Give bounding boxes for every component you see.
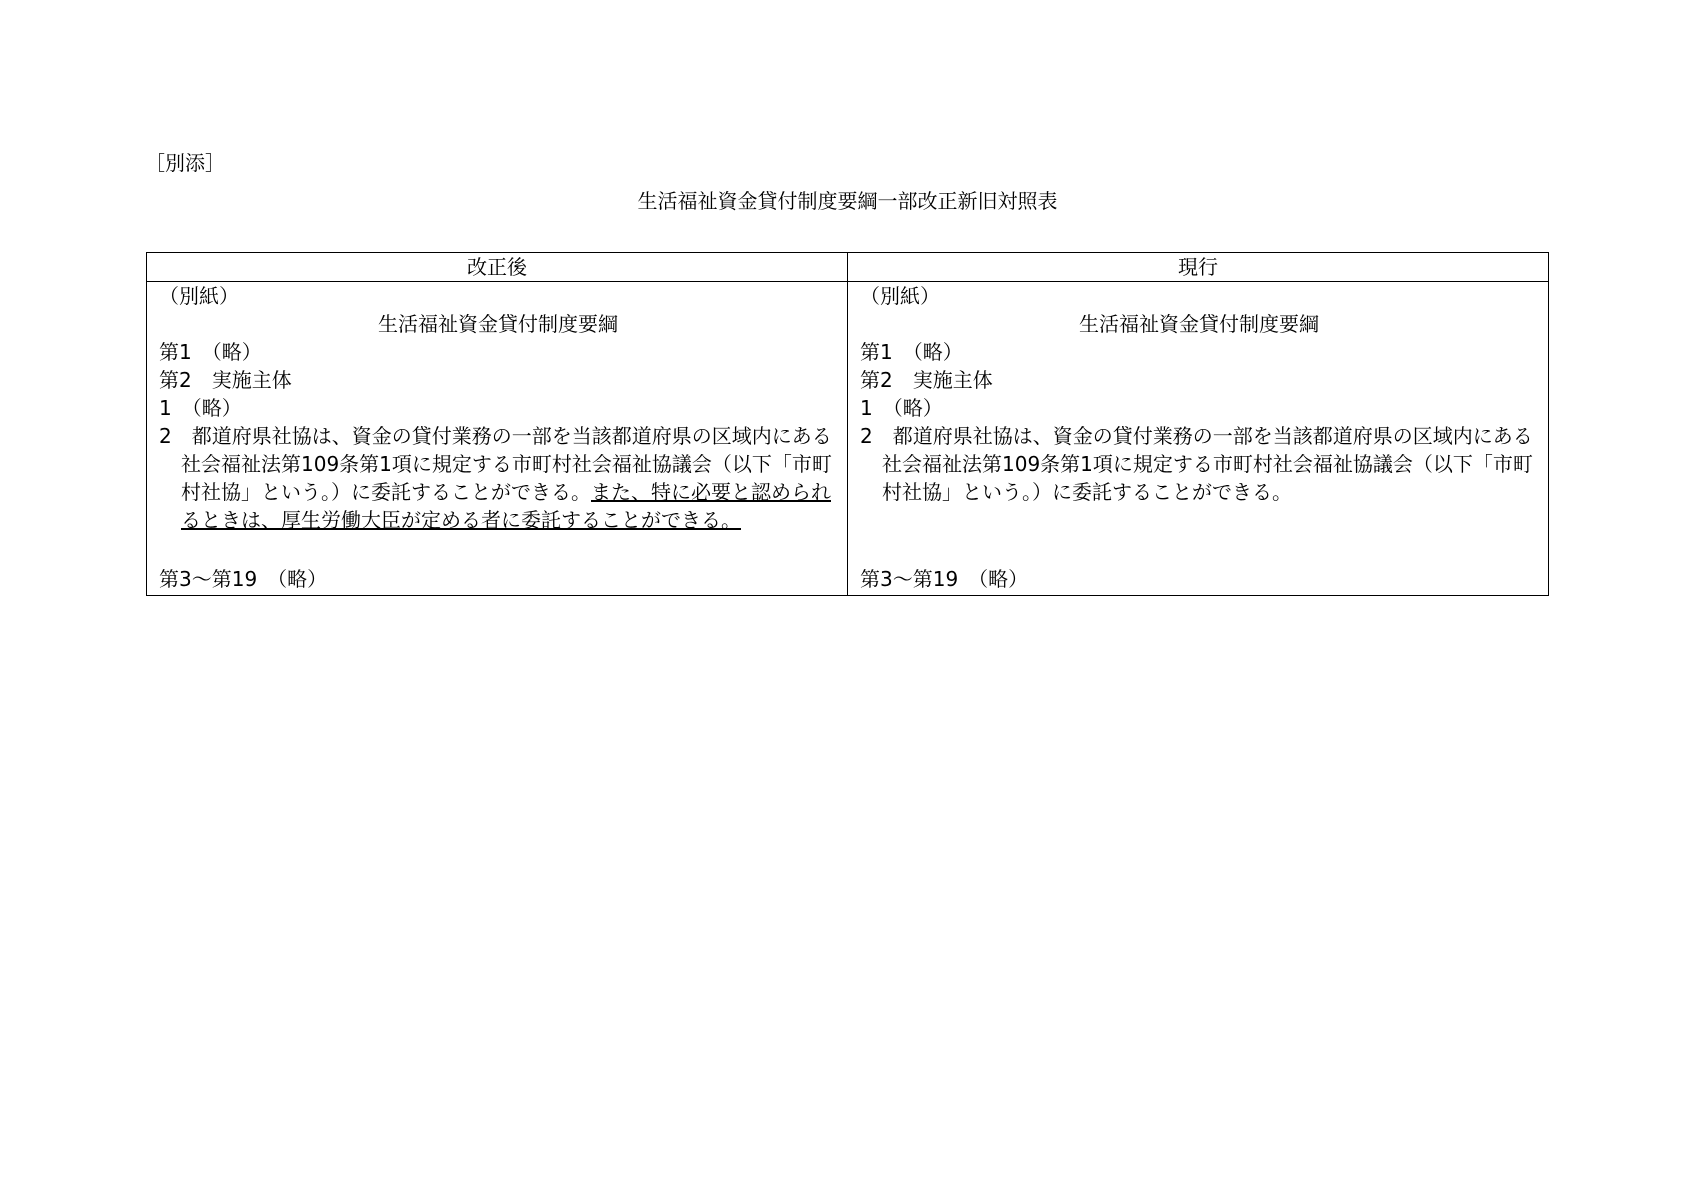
- current-column-header: 現行: [848, 253, 1548, 282]
- sections-3-19: 第3～第19 （略）: [159, 567, 328, 591]
- current-column: [848, 253, 1548, 595]
- document-title: 生活福祉資金貸付制度要綱一部改正新旧対照表: [637, 189, 1058, 213]
- guideline-title: 生活福祉資金貸付制度要綱: [1079, 312, 1319, 336]
- clause-1: 1 （略）: [860, 396, 943, 420]
- guideline-title: 生活福祉資金貸付制度要綱: [378, 312, 618, 336]
- section-2: 第2 実施主体: [860, 368, 993, 392]
- section-2: 第2 実施主体: [159, 368, 292, 392]
- comparison-table: [146, 252, 1549, 596]
- clause-2-amendment: また、特に必要と認められるときは、厚生労働大臣が定める者に委託することができる。: [181, 480, 831, 532]
- revised-column-header: 改正後: [147, 253, 847, 282]
- clause-1: 1 （略）: [159, 396, 242, 420]
- current-column-body: [848, 282, 1548, 595]
- sections-3-19: 第3～第19 （略）: [860, 567, 1029, 591]
- appendix-label: （別紙）: [860, 284, 940, 308]
- revised-column-body: [147, 282, 847, 595]
- attachment-label: ［別添］: [145, 151, 225, 175]
- section-1: 第1 （略）: [860, 340, 963, 364]
- clause-2: 2 都道府県社協は、資金の貸付業務の一部を当該都道府県の区域内にある社会福祉法第109条第1項に規定する市町村社会福祉協議会（以下「市町村社協」という。）に委託することができる。: [860, 424, 1533, 504]
- appendix-label: （別紙）: [159, 284, 239, 308]
- section-1: 第1 （略）: [159, 340, 262, 364]
- clause-2-text: 2 都道府県社協は、資金の貸付業務の一部を当該都道府県の区域内にある社会福祉法第109条第1項に規定する市町村社会福祉協議会（以下「市町村社協」という。）に委託することができる。: [159, 424, 832, 504]
- revised-column: [147, 253, 848, 595]
- clause-2: [159, 422, 837, 534]
